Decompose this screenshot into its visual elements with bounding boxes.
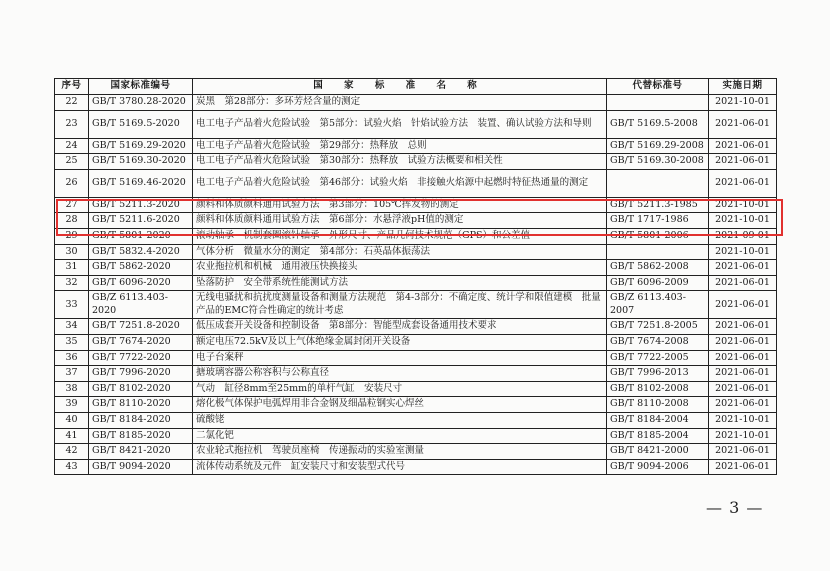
- row-name: 二氯化钯: [193, 428, 607, 444]
- table-row: [55, 275, 777, 291]
- row-no: 27: [55, 197, 89, 213]
- row-replaced: GB/T 5862-2008: [607, 260, 709, 276]
- standards-table: [54, 78, 777, 475]
- row-no: 28: [55, 213, 89, 229]
- table-row: [55, 381, 777, 397]
- row-no: 37: [55, 366, 89, 382]
- row-date: 2021-06-01: [709, 334, 777, 350]
- row-name: 电子台案秤: [193, 350, 607, 366]
- row-date: 2021-09-01: [709, 228, 777, 244]
- row-name: 额定电压72.5kV及以上气体绝缘金属封闭开关设备: [193, 334, 607, 350]
- table-row: [55, 291, 777, 319]
- row-no: 41: [55, 428, 89, 444]
- table-row: [55, 366, 777, 382]
- row-no: 23: [55, 110, 89, 138]
- row-code: GB/T 7722-2020: [89, 350, 193, 366]
- row-code: GB/T 7996-2020: [89, 366, 193, 382]
- row-no: 24: [55, 138, 89, 154]
- table-row: [55, 412, 777, 428]
- row-no: 40: [55, 412, 89, 428]
- row-code: GB/T 6096-2020: [89, 275, 193, 291]
- table-header: [55, 79, 777, 95]
- row-code: GB/T 7674-2020: [89, 334, 193, 350]
- row-date: 2021-06-01: [709, 459, 777, 475]
- row-replaced: GB/T 5169.5-2008: [607, 110, 709, 138]
- row-code: GB/T 9094-2020: [89, 459, 193, 475]
- table-row: [55, 428, 777, 444]
- row-replaced: GB/Z 6113.403-2007: [607, 291, 709, 319]
- row-date: 2021-10-01: [709, 213, 777, 229]
- table-row: [55, 213, 777, 229]
- row-code: GB/T 7251.8-2020: [89, 319, 193, 335]
- row-name: 搪玻璃容器公称容积与公称直径: [193, 366, 607, 382]
- row-replaced: GB/T 1717-1986: [607, 213, 709, 229]
- row-date: 2021-10-01: [709, 244, 777, 260]
- row-name: 气体分析 微量水分的测定 第4部分：石英晶体振荡法: [193, 244, 607, 260]
- row-replaced: GB/T 7674-2008: [607, 334, 709, 350]
- row-no: 43: [55, 459, 89, 475]
- row-replaced: GB/T 7722-2005: [607, 350, 709, 366]
- row-no: 35: [55, 334, 89, 350]
- row-date: 2021-06-01: [709, 366, 777, 382]
- row-no: 29: [55, 228, 89, 244]
- row-no: 38: [55, 381, 89, 397]
- row-replaced: GB/T 8184-2004: [607, 412, 709, 428]
- row-name: 电工电子产品着火危险试验 第46部分：试验火焰 非接触火焰源中起燃时特征热通量的测定: [193, 169, 607, 197]
- header-date: 实施日期: [709, 79, 777, 95]
- table-row: [55, 110, 777, 138]
- table-row: [55, 334, 777, 350]
- table-row: [55, 169, 777, 197]
- row-replaced: GB/T 8421-2000: [607, 444, 709, 460]
- row-code: GB/T 8184-2020: [89, 412, 193, 428]
- row-name: 硫酸铑: [193, 412, 607, 428]
- row-date: 2021-06-01: [709, 154, 777, 170]
- row-no: 31: [55, 260, 89, 276]
- row-replaced: GB/T 5801-2006: [607, 228, 709, 244]
- row-name: 无线电骚扰和抗扰度测量设备和测量方法规范 第4-3部分：不确定度、统计学和限值建模 批量产品的EMC符合性确定的统计考虑: [193, 291, 607, 319]
- table-row: [55, 244, 777, 260]
- header-name: 国 家 标 准 名 称: [193, 79, 607, 95]
- row-code: GB/T 5169.29-2020: [89, 138, 193, 154]
- row-date: 2021-06-01: [709, 110, 777, 138]
- row-date: 2021-10-01: [709, 197, 777, 213]
- row-date: 2021-06-01: [709, 397, 777, 413]
- row-code: GB/T 8102-2020: [89, 381, 193, 397]
- row-date: 2021-06-01: [709, 260, 777, 276]
- row-replaced: GB/T 8102-2008: [607, 381, 709, 397]
- row-name: 熔化极气体保护电弧焊用非合金钢及细晶粒钢实心焊丝: [193, 397, 607, 413]
- row-date: 2021-06-01: [709, 138, 777, 154]
- row-no: 33: [55, 291, 89, 319]
- row-replaced: GB/T 8185-2004: [607, 428, 709, 444]
- table-row: [55, 154, 777, 170]
- row-name: 电工电子产品着火危险试验 第5部分：试验火焰 针焰试验方法 装置、确认试验方法和导则: [193, 110, 607, 138]
- header-no: 序号: [55, 79, 89, 95]
- row-name: 颜料和体质颜料通用试验方法 第3部分：105℃挥发物的测定: [193, 197, 607, 213]
- row-code: GB/Z 6113.403-2020: [89, 291, 193, 319]
- row-date: 2021-06-01: [709, 291, 777, 319]
- table-row: [55, 397, 777, 413]
- row-name: 滚动轴承 机制套圈滚针轴承 外形尺寸、产品几何技术规范（GPS）和公差值: [193, 228, 607, 244]
- row-date: 2021-06-01: [709, 350, 777, 366]
- row-replaced: GB/T 6096-2009: [607, 275, 709, 291]
- row-date: 2021-06-01: [709, 444, 777, 460]
- row-no: 32: [55, 275, 89, 291]
- row-replaced: GB/T 5211.3-1985: [607, 197, 709, 213]
- row-replaced: GB/T 7251.8-2005: [607, 319, 709, 335]
- table-row: [55, 459, 777, 475]
- row-code: GB/T 5169.5-2020: [89, 110, 193, 138]
- row-replaced: [607, 169, 709, 197]
- row-date: 2021-06-01: [709, 381, 777, 397]
- row-name: 气动 缸径8mm至25mm的单杆气缸 安装尺寸: [193, 381, 607, 397]
- row-name: 低压成套开关设备和控制设备 第8部分：智能型成套设备通用技术要求: [193, 319, 607, 335]
- table-row: [55, 444, 777, 460]
- row-no: 26: [55, 169, 89, 197]
- table-row: [55, 95, 777, 111]
- row-code: GB/T 5862-2020: [89, 260, 193, 276]
- row-no: 34: [55, 319, 89, 335]
- row-date: 2021-06-01: [709, 169, 777, 197]
- row-no: 36: [55, 350, 89, 366]
- row-replaced: [607, 95, 709, 111]
- row-code: GB/T 3780.28-2020: [89, 95, 193, 111]
- row-replaced: GB/T 7996-2013: [607, 366, 709, 382]
- header-replaced: 代替标准号: [607, 79, 709, 95]
- table-body: [55, 95, 777, 475]
- page-number: — 3 —: [706, 498, 764, 517]
- table-row: [55, 350, 777, 366]
- row-date: 2021-06-01: [709, 275, 777, 291]
- row-name: 炭黑 第28部分：多环芳烃含量的测定: [193, 95, 607, 111]
- row-no: 30: [55, 244, 89, 260]
- table-row: [55, 197, 777, 213]
- row-replaced: GB/T 5169.30-2008: [607, 154, 709, 170]
- table-row: [55, 260, 777, 276]
- table-row: [55, 319, 777, 335]
- row-replaced: GB/T 5169.29-2008: [607, 138, 709, 154]
- row-code: GB/T 5832.4-2020: [89, 244, 193, 260]
- row-no: 22: [55, 95, 89, 111]
- table-row: [55, 138, 777, 154]
- row-no: 39: [55, 397, 89, 413]
- row-date: 2021-10-01: [709, 412, 777, 428]
- row-code: GB/T 5211.3-2020: [89, 197, 193, 213]
- row-replaced: [607, 244, 709, 260]
- header-code: 国家标准编号: [89, 79, 193, 95]
- row-name: 农业拖拉机和机械 通用液压快换接头: [193, 260, 607, 276]
- row-no: 25: [55, 154, 89, 170]
- row-code: GB/T 5211.6-2020: [89, 213, 193, 229]
- row-replaced: GB/T 9094-2006: [607, 459, 709, 475]
- row-date: 2021-06-01: [709, 319, 777, 335]
- row-name: 农业轮式拖拉机 驾驶员座椅 传递振动的实验室测量: [193, 444, 607, 460]
- row-no: 42: [55, 444, 89, 460]
- row-date: 2021-10-01: [709, 95, 777, 111]
- row-code: GB/T 5169.46-2020: [89, 169, 193, 197]
- row-code: GB/T 5801-2020: [89, 228, 193, 244]
- row-code: GB/T 5169.30-2020: [89, 154, 193, 170]
- row-name: 电工电子产品着火危险试验 第29部分：热释放 总则: [193, 138, 607, 154]
- table-row: [55, 228, 777, 244]
- row-date: 2021-10-01: [709, 428, 777, 444]
- row-name: 流体传动系统及元件 缸安装尺寸和安装型式代号: [193, 459, 607, 475]
- row-code: GB/T 8185-2020: [89, 428, 193, 444]
- row-replaced: GB/T 8110-2008: [607, 397, 709, 413]
- row-name: 颜料和体质颜料通用试验方法 第6部分：水悬浮液pH值的测定: [193, 213, 607, 229]
- row-code: GB/T 8110-2020: [89, 397, 193, 413]
- row-name: 电工电子产品着火危险试验 第30部分：热释放 试验方法概要和相关性: [193, 154, 607, 170]
- row-name: 坠落防护 安全带系统性能测试方法: [193, 275, 607, 291]
- row-code: GB/T 8421-2020: [89, 444, 193, 460]
